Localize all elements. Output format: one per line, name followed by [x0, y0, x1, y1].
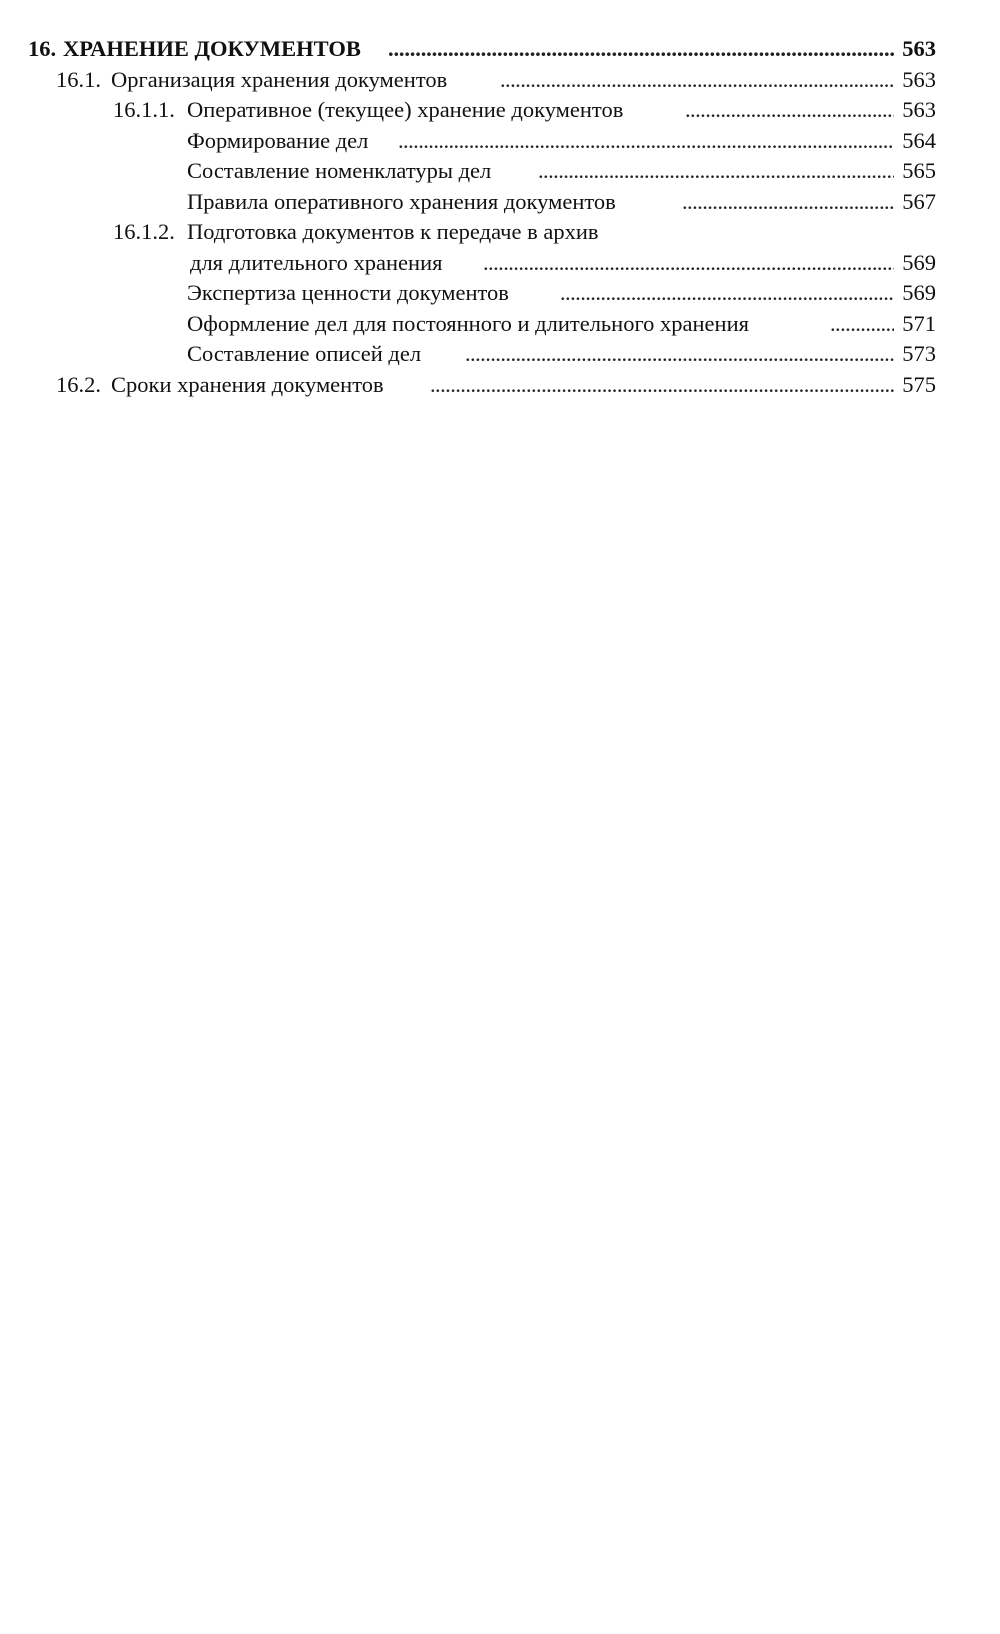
- toc-entry-value-expertise[interactable]: [0, 278, 1000, 309]
- toc-title: Оформление дел для постоянного и длительного хранения: [187, 310, 749, 336]
- dot-leader: [465, 339, 894, 370]
- dot-leader: [500, 65, 894, 96]
- toc-title-continued: для длительного хранения: [190, 249, 443, 275]
- toc-number: 16.1.: [56, 66, 101, 92]
- toc-title: Составление номенклатуры дел: [187, 158, 492, 183]
- dot-leader: [430, 370, 894, 401]
- toc-title: Формирование дел: [187, 127, 369, 153]
- toc-number: 16.1.1.: [113, 97, 175, 122]
- toc-title: Оперативное (текущее) хранение документов: [187, 97, 624, 122]
- dot-leader: [682, 187, 894, 218]
- toc-entry-file-preparation[interactable]: [0, 309, 1000, 340]
- toc-page: 569: [902, 249, 936, 275]
- toc-number: 16.: [28, 36, 57, 61]
- toc-entry-16-1-2-continued[interactable]: [0, 248, 1000, 279]
- toc-entry-16-1[interactable]: [0, 65, 1000, 96]
- toc-title: Правила оперативного хранения документов: [187, 188, 616, 214]
- toc-page: 567: [902, 188, 936, 214]
- toc-number: 16.2.: [56, 371, 101, 397]
- toc-title: Сроки хранения документов: [111, 371, 384, 397]
- toc-page: 564: [902, 127, 936, 153]
- toc-entry-16-2[interactable]: [0, 370, 1000, 401]
- toc-page: 565: [902, 158, 936, 183]
- toc-number: 16.1.2.: [113, 219, 175, 244]
- table-of-contents: [0, 34, 1000, 400]
- toc-entry-forming-files[interactable]: [0, 126, 1000, 157]
- toc-page: 575: [902, 371, 936, 397]
- toc-entry-inventories[interactable]: [0, 339, 1000, 370]
- toc-title: Подготовка документов к передаче в архив: [187, 219, 599, 244]
- toc-title: Экспертиза ценности документов: [187, 280, 509, 305]
- dot-leader: [388, 34, 894, 65]
- dot-leader: [685, 95, 894, 126]
- toc-entry-16-1-2[interactable]: [0, 217, 1000, 248]
- toc-title: Составление описей дел: [187, 341, 422, 366]
- dot-leader: [538, 156, 894, 187]
- toc-title: ХРАНЕНИЕ ДОКУМЕНТОВ: [63, 36, 361, 61]
- dot-leader: [483, 248, 894, 279]
- toc-chapter-16[interactable]: [0, 34, 1000, 65]
- toc-page: 573: [902, 341, 936, 366]
- toc-page: 571: [902, 310, 936, 336]
- toc-page: 563: [902, 97, 936, 122]
- toc-entry-16-1-1[interactable]: [0, 95, 1000, 126]
- toc-page: 569: [902, 280, 936, 305]
- toc-entry-nomenclature[interactable]: [0, 156, 1000, 187]
- toc-entry-storage-rules[interactable]: [0, 187, 1000, 218]
- toc-title: Организация хранения документов: [111, 66, 448, 92]
- toc-page: 563: [902, 66, 936, 92]
- dot-leader: [398, 126, 894, 157]
- dot-leader: [560, 278, 894, 309]
- toc-page: 563: [902, 36, 936, 61]
